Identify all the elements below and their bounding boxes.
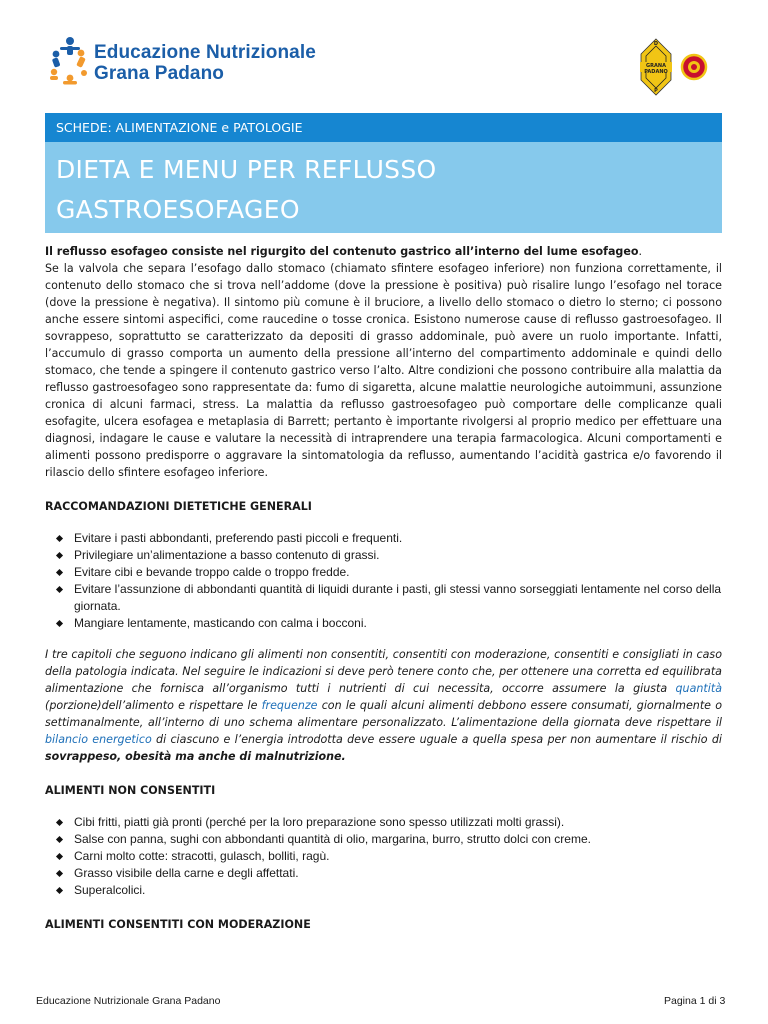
- brand-logo: [46, 36, 346, 86]
- title-line-1: DIETA E MENU PER REFLUSSO: [56, 155, 437, 184]
- intro-body: Se la valvola che separa l’esofago dallo stomaco (chiamato sfintere esofageo inferiore) non funziona correttamente, il contenuto dello stomaco che si trova nell’addome (dove la pressione è positiva) può risalire lungo l’esofago nel torace (dove la pressione è negativa). Il sintomo più comune è il bruciore, a livello dello stomaco o dietro lo sterno; ci possono anche essere sintomi aspecifici, come raucedine o tosse cronica. Esistono numerose cause di reflusso gastroesofageo. Il sovrappeso, soprattutto se caratterizzato da depositi di grasso addominale, può avere un ruolo importante. Infatti, l’accumulo di grasso comporta un aumento della pressione all’interno del compartimento addominale e quindi dello stomaco, che tende a spingere il contenuto gastrico verso l’alto. Altre condizioni che possono contribuire alla malattia da reflusso gastroesofageo sono rappresentate da: fumo di sigaretta, alcune malattie neurologiche autoimmuni, assunzione cronica di alcuni farmaci, stress. La malattia da reflusso gastroesofageo può comportare delle complicanze quali esofagite, ulcera esofagea e metaplasia di Barrett; pertanto è importante rivolgersi al proprio medico per effettuare una diagnosi, indagare le cause e valutare la necessità di intraprendere una terapia farmacologica. Alcuni comportamenti e alimenti possono predisporre o aggravare la sintomatologia da reflusso, aumentando l’acidità gastrica e/o favorendo il rilascio dello sfintere esofageo inferiore.: [45, 262, 722, 479]
- intro-lead: Il reflusso esofageo consiste nel rigurgito del contenuto gastrico all’interno del lume esofageo: [45, 245, 639, 258]
- brand-name-line1: Educazione Nutrizionale: [94, 42, 316, 63]
- seal-letter: D: [653, 41, 659, 47]
- moderation-heading: ALIMENTI CONSENTITI CON MODERAZIONE: [45, 918, 311, 931]
- bullet-diamond-icon: [56, 620, 63, 627]
- bullet-diamond-icon: [56, 870, 63, 877]
- not-allowed-heading: ALIMENTI NON CONSENTITI: [45, 784, 216, 797]
- list-item: Privilegiare un’alimentazione a basso contenuto di grassi.: [57, 547, 722, 564]
- seal-word-padano: PADANO: [644, 69, 668, 75]
- seal-word-grana: GRANA: [646, 63, 666, 69]
- footer-publisher: Educazione Nutrizionale Grana Padano: [36, 995, 221, 1007]
- product-badges: [636, 36, 722, 98]
- note-bold-end: sovrappeso, obesità ma anche di malnutrizione.: [45, 750, 346, 763]
- seal-letter: P: [654, 88, 658, 94]
- frequenze-link[interactable]: frequenze: [261, 699, 318, 712]
- section-label-bar: SCHEDE: ALIMENTAZIONE e PATOLOGIE: [45, 113, 722, 142]
- people-logo-icon: [46, 36, 88, 86]
- grana-padano-seal-icon: [636, 36, 722, 98]
- list-item: Evitare l’assunzione di abbondanti quantità di liquidi durante i pasti, gli stessi vanno sorseggiati lentamente nel corso della giornata.: [57, 581, 722, 615]
- bullet-diamond-icon: [56, 569, 63, 576]
- brand-name-line2: Grana Padano: [94, 63, 225, 84]
- list-item: Salse con panna, sughi con abbondanti quantità di olio, margarina, burro, strutto dolci con creme.: [57, 831, 722, 848]
- bullet-diamond-icon: [56, 836, 63, 843]
- bullet-diamond-icon: [56, 586, 63, 593]
- list-item: Superalcolici.: [57, 882, 722, 899]
- list-item: Carni molto cotte: stracotti, gulasch, bolliti, ragù.: [57, 848, 722, 865]
- list-item: Cibi fritti, piatti già pronti (perché per la loro preparazione sono spesso utilizzati molti grassi).: [57, 814, 722, 831]
- list-item: Grasso visibile della carne e degli affettati.: [57, 865, 722, 882]
- bullet-diamond-icon: [56, 819, 63, 826]
- recommendations-list: [57, 530, 722, 632]
- footer-page-number: Pagina 1 di 3: [664, 995, 726, 1007]
- list-item: Evitare cibi e bevande troppo calde o troppo fredde.: [57, 564, 722, 581]
- document-body: [45, 243, 722, 933]
- recommendations-heading: RACCOMANDAZIONI DIETETICHE GENERALI: [45, 500, 312, 513]
- bullet-diamond-icon: [56, 535, 63, 542]
- not-allowed-list: [57, 814, 722, 899]
- bilancio-energetico-link[interactable]: bilancio energetico: [45, 733, 152, 746]
- list-item: Mangiare lentamente, masticando con calma i bocconi.: [57, 615, 722, 632]
- page-title: [45, 142, 722, 233]
- title-line-2: GASTROESOFAGEO: [56, 195, 300, 224]
- intro-paragraph: [45, 243, 722, 481]
- guidance-note: I tre capitoli che seguono indicano gli alimenti non consentiti, consentiti con moderazione, consentiti e consigliati in caso della patologia indicata. Nel seguire le indicazioni si deve però tenere conto che, per ottenere una corretta ed equilibrata alimentazione che fornisca all’organismo tutti i nutrienti di cui necessita, occorre assumere la giusta quantità (porzione)dell’alimento e rispettare le frequenze con le quali alcuni alimenti debbono essere consumati, giornalmente o settimanalmente, all’interno di uno schema alimentare personalizzato. L’alimentazione della giornata deve rispettare il bilancio energetico di ciascuno e l’energia introdotta deve essere uguale a quella spesa per non aumentare il rischio di sovrappeso, obesità ma anche di malnutrizione.: [45, 648, 722, 763]
- list-item: Evitare i pasti abbondanti, preferendo pasti piccoli e frequenti.: [57, 530, 722, 547]
- intro-lead-end: .: [638, 245, 643, 258]
- bullet-diamond-icon: [56, 552, 63, 559]
- quantita-link[interactable]: quantità: [675, 682, 722, 695]
- bullet-diamond-icon: [56, 887, 63, 894]
- bullet-diamond-icon: [56, 853, 63, 860]
